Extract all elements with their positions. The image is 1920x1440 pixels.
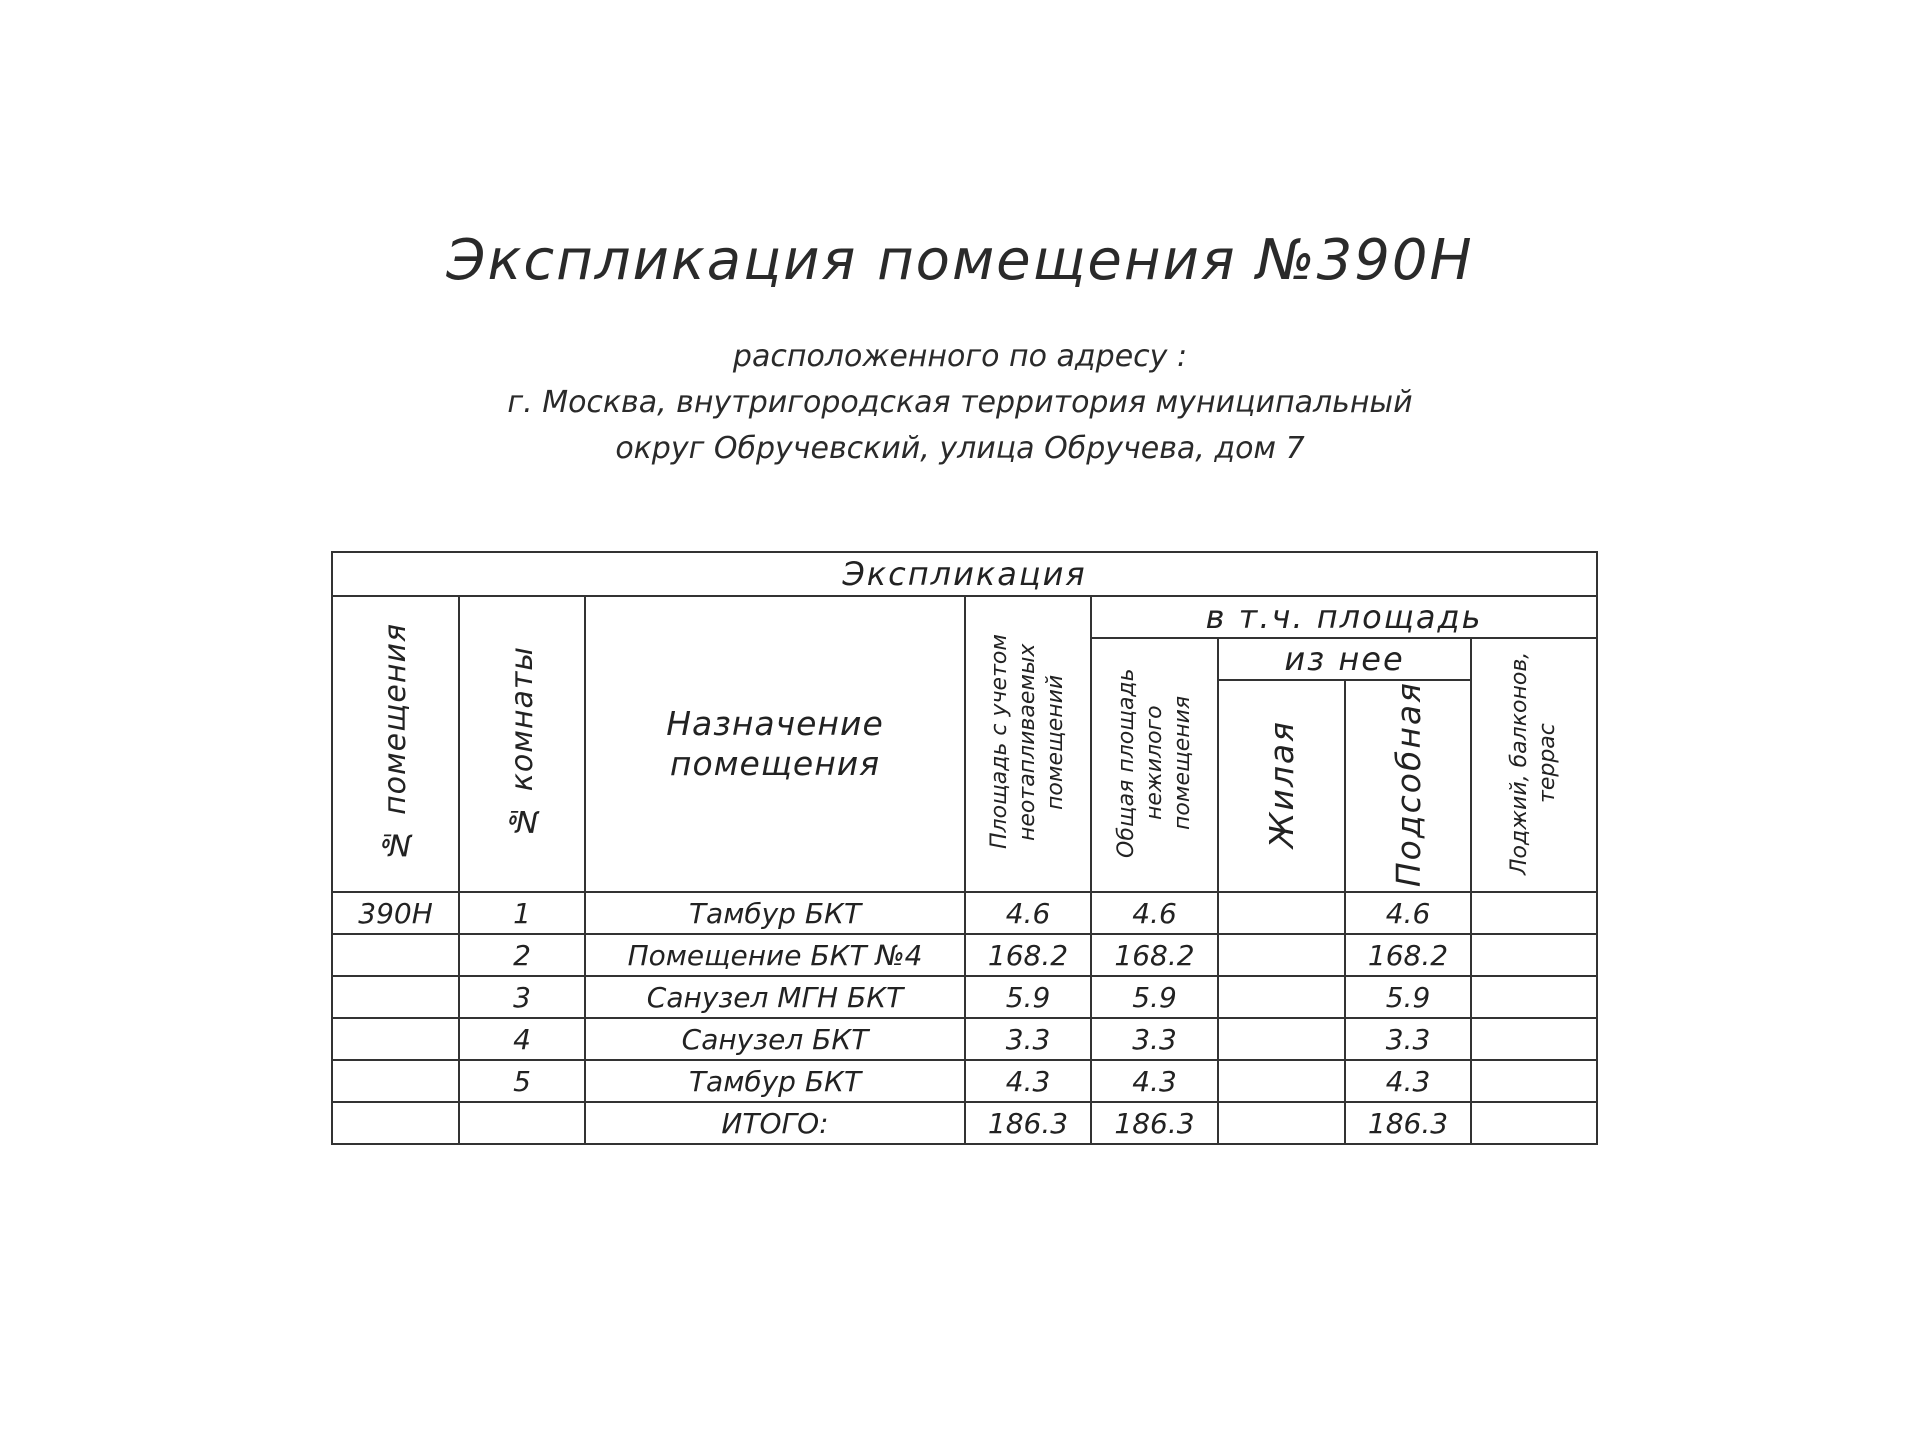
cell-room: 3 <box>459 976 585 1018</box>
cell-living <box>1218 976 1345 1018</box>
cell-auxiliary: 5.9 <box>1345 976 1471 1018</box>
address-line-1: расположенного по адресу : <box>732 339 1188 374</box>
table-row <box>332 1060 1597 1102</box>
cell-area-unheated: 3.3 <box>965 1018 1091 1060</box>
cell-premise: 390Н <box>332 892 459 934</box>
cell-auxiliary: 3.3 <box>1345 1018 1471 1060</box>
cell-purpose: Санузел БКТ <box>585 1018 965 1060</box>
header-loggias-label: Лоджий, балконов, террас <box>1507 651 1561 875</box>
header-area-unheated <box>965 596 1091 892</box>
cell-area-unheated: 5.9 <box>965 976 1091 1018</box>
cell-premise <box>332 976 459 1018</box>
cell-room: 1 <box>459 892 585 934</box>
cell-living <box>1218 1060 1345 1102</box>
cell-room: 4 <box>459 1018 585 1060</box>
total-row <box>332 1102 1597 1144</box>
header-purpose-label: Назначение помещения <box>666 704 884 784</box>
total-living <box>1218 1102 1345 1144</box>
cell-purpose: Санузел МГН БКТ <box>585 976 965 1018</box>
header-of-which: из нее <box>1218 638 1471 680</box>
header-room-no-label: № комнаты <box>504 646 540 838</box>
cell-purpose: Помещение БКТ №4 <box>585 934 965 976</box>
address-line-3: округ Обручевский, улица Обручева, дом 7 <box>615 431 1305 466</box>
cell-auxiliary: 4.6 <box>1345 892 1471 934</box>
cell-loggias <box>1471 892 1597 934</box>
cell-area-unheated: 168.2 <box>965 934 1091 976</box>
table-caption: Экспликация <box>332 552 1597 596</box>
cell-total: 168.2 <box>1091 934 1218 976</box>
cell-total: 4.6 <box>1091 892 1218 934</box>
cell-loggias <box>1471 934 1597 976</box>
cell-total: 4.3 <box>1091 1060 1218 1102</box>
total-label: ИТОГО: <box>585 1102 965 1144</box>
cell-area-unheated: 4.3 <box>965 1060 1091 1102</box>
cell-room: 5 <box>459 1060 585 1102</box>
header-auxiliary-label: Подсобная <box>1388 681 1428 888</box>
cell-living <box>1218 934 1345 976</box>
cell-premise-empty <box>332 1102 459 1144</box>
cell-living <box>1218 1018 1345 1060</box>
cell-room: 2 <box>459 934 585 976</box>
total-area-unheated: 186.3 <box>965 1102 1091 1144</box>
table-row <box>332 934 1597 976</box>
cell-room-empty <box>459 1102 585 1144</box>
cell-premise <box>332 1060 459 1102</box>
cell-premise <box>332 1018 459 1060</box>
header-living <box>1218 680 1345 892</box>
document-title: Экспликация помещения №390Н <box>446 228 1474 293</box>
header-total-nonresidential <box>1091 638 1218 892</box>
cell-total: 5.9 <box>1091 976 1218 1018</box>
cell-area-unheated: 4.6 <box>965 892 1091 934</box>
total-auxiliary: 186.3 <box>1345 1102 1471 1144</box>
table-row <box>332 892 1597 934</box>
header-total-nonresidential-label: Общая площадь нежилого помещения <box>1113 668 1195 858</box>
total-total: 186.3 <box>1091 1102 1218 1144</box>
header-room-no <box>459 596 585 892</box>
header-purpose <box>585 596 965 892</box>
cell-premise <box>332 934 459 976</box>
header-loggias <box>1471 638 1597 892</box>
header-auxiliary <box>1345 680 1471 892</box>
cell-auxiliary: 168.2 <box>1345 934 1471 976</box>
address-block <box>0 334 1920 472</box>
table-row <box>332 1018 1597 1060</box>
cell-loggias <box>1471 1060 1597 1102</box>
cell-purpose: Тамбур БКТ <box>585 892 965 934</box>
cell-purpose: Тамбур БКТ <box>585 1060 965 1102</box>
header-incl-area: в т.ч. площадь <box>1091 596 1597 638</box>
cell-auxiliary: 4.3 <box>1345 1060 1471 1102</box>
address-line-2: г. Москва, внутригородская территория муниципальный <box>507 385 1413 420</box>
cell-loggias <box>1471 1018 1597 1060</box>
header-premise-no <box>332 596 459 892</box>
explication-table <box>331 551 1598 1145</box>
header-living-label: Жилая <box>1262 719 1301 849</box>
cell-living <box>1218 892 1345 934</box>
cell-loggias <box>1471 976 1597 1018</box>
total-loggias <box>1471 1102 1597 1144</box>
table-row <box>332 976 1597 1018</box>
header-area-unheated-label: Площадь с учетом неотапливаемых помещений <box>987 634 1068 850</box>
cell-total: 3.3 <box>1091 1018 1218 1060</box>
header-premise-no-label: № помещения <box>378 622 413 862</box>
